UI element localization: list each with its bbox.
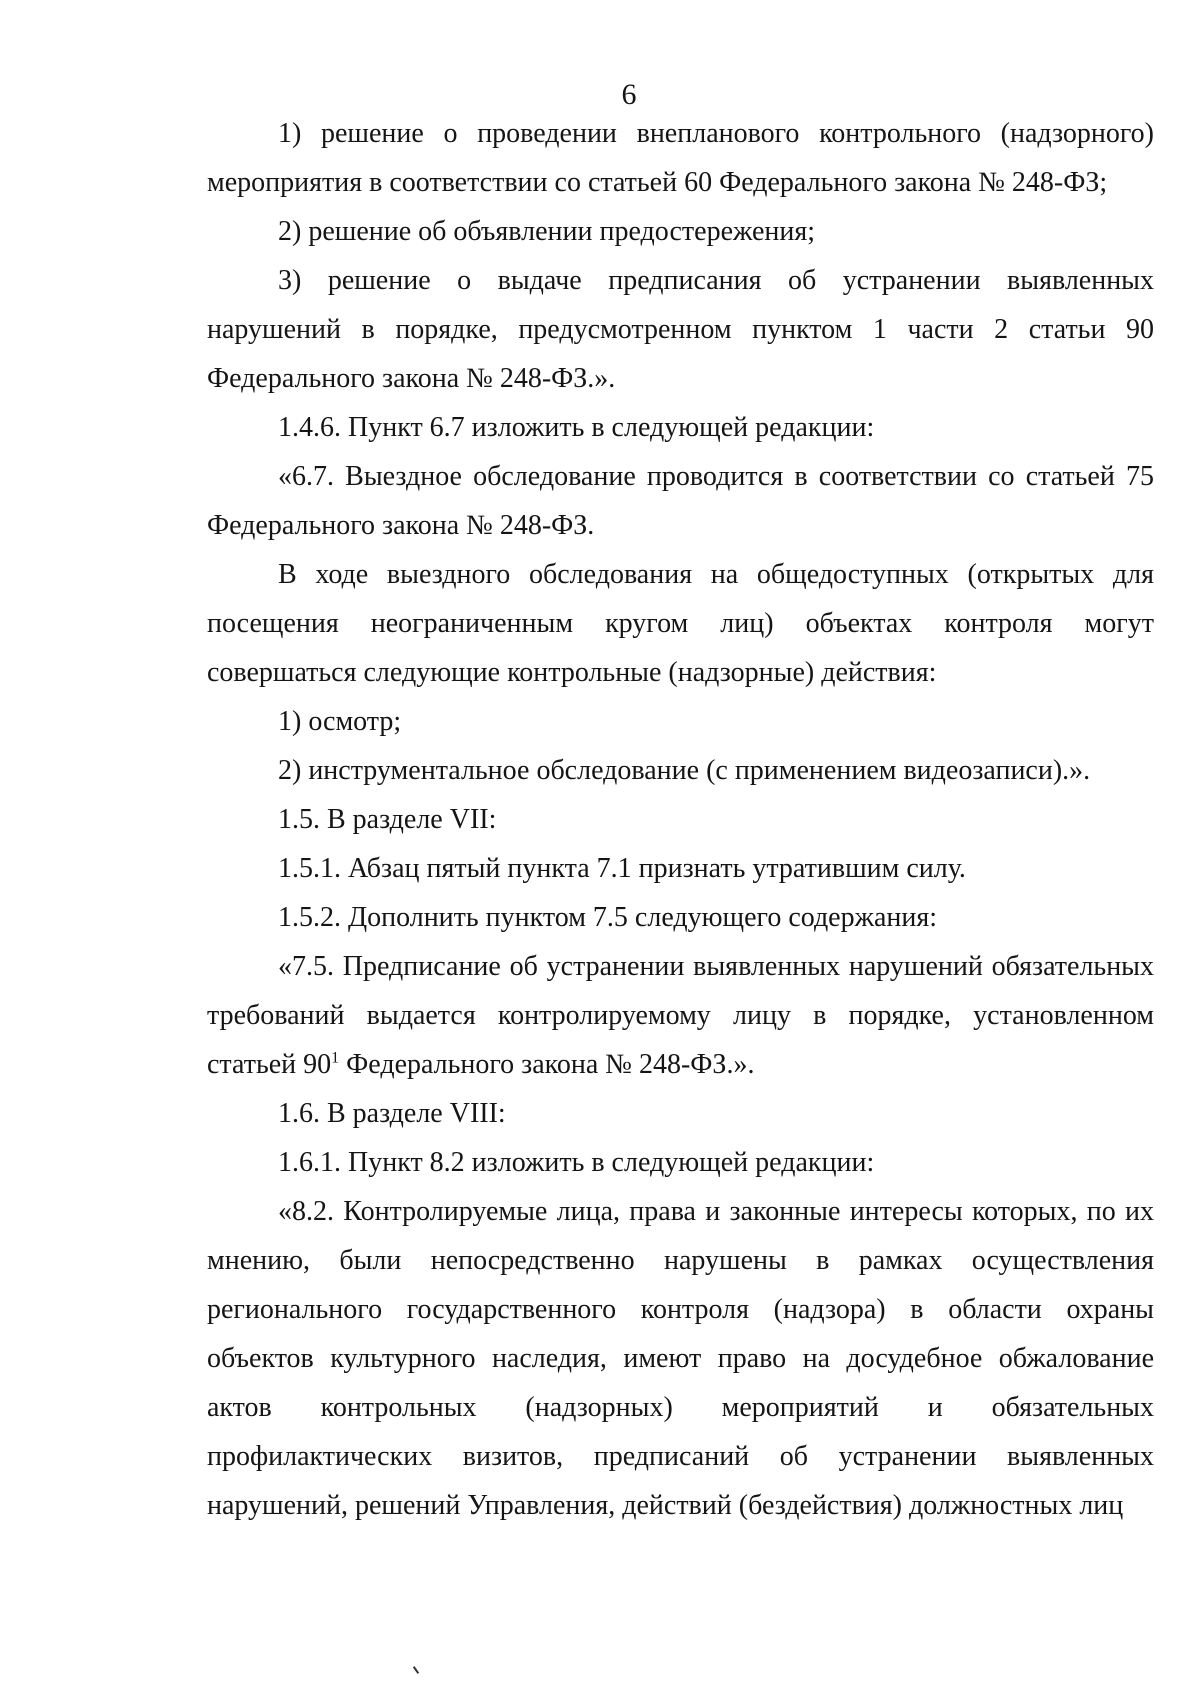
paragraph-10: 1.5.1. Абзац пятый пункта 7.1 признать утратившим силу. bbox=[278, 853, 966, 884]
paragraph-7: 1) осмотр; bbox=[278, 706, 402, 737]
paragraph-15: «8.2. Контролируемые лица, права и законные интересы которых, по их мнению, были непосредственно нарушены в рамках осуществления регионального государственного контроля (надзора) в области охраны объектов культурного наследия, имеют право на досудебное обжалование актов контрольных (надзорных) мероприятий и обязательных профилактических визитов, предписаний об устранении выявленных нарушений, решений Управления, действий (бездействия) должностных лиц bbox=[207, 1196, 1154, 1521]
paragraph-2: 2) решение об объявлении предостережения; bbox=[278, 216, 816, 247]
paragraph-7-5-text: «7.5. Предписание об устранении выявленных нарушений обязательных требований выдается контролируемому лицу в порядке, установленном статьей 90 bbox=[207, 951, 1154, 1080]
paragraph-6: В ходе выездного обследования на общедоступных (открытых для посещения неограниченным кругом лиц) объектах контроля могут совершаться следующие контрольные (надзорные) действия: bbox=[207, 559, 1154, 688]
paragraph-3: 3) решение о выдаче предписания об устранении выявленных нарушений в порядке, предусмотренном пунктом 1 части 2 статьи 90 Федерального закона № 248-ФЗ.». bbox=[207, 265, 1154, 394]
paragraph-7-5 bbox=[207, 942, 1154, 1089]
paragraph-11: 1.5.2. Дополнить пунктом 7.5 следующего содержания: bbox=[278, 902, 938, 933]
paragraph-7-5-tail: Федерального закона № 248-ФЗ.». bbox=[339, 1049, 755, 1080]
paragraph-5: «6.7. Выездное обследование проводится в соответствии со статьей 75 Федерального закона № 248-ФЗ. bbox=[207, 461, 1154, 541]
scan-speck bbox=[413, 1666, 419, 1674]
paragraph-4: 1.4.6. Пункт 6.7 изложить в следующей редакции: bbox=[278, 412, 875, 443]
document-body bbox=[207, 109, 1154, 1530]
paragraph-1: 1) решение о проведении внепланового контрольного (надзорного) мероприятия в соответствии со статьей 60 Федерального закона № 248-ФЗ; bbox=[207, 118, 1154, 198]
superscript-mark: 1 bbox=[331, 1049, 340, 1067]
paragraph-8: 2) инструментальное обследование (с применением видеозаписи).». bbox=[278, 755, 1091, 786]
paragraph-9: 1.5. В разделе VII: bbox=[278, 804, 497, 835]
paragraph-14: 1.6.1. Пункт 8.2 изложить в следующей редакции: bbox=[278, 1147, 875, 1178]
paragraph-13: 1.6. В разделе VIII: bbox=[278, 1098, 506, 1129]
page-number: 6 bbox=[621, 78, 637, 111]
